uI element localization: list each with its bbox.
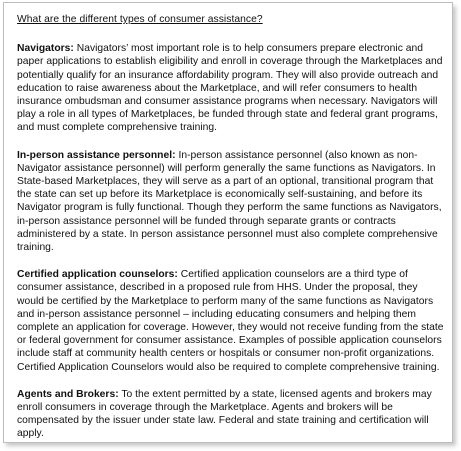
section-body: In-person assistance personnel (also known as non-Navigator assistance personnel) will perform generally the same functions as Navigators. In State-based Marketplaces, they will serve as a part of an optional, transitional program that the state can set up before its Marketplace is economically self-sustaining, and before its Navigator program is fully functional. Though they perform the same functions as Navigators, in-person assistance personnel will be funded through separate grants or contracts administered by a state. In person assistance personnel must also complete comprehensive training. — [17, 149, 442, 254]
document-heading: What are the different types of consumer assistance? — [17, 14, 263, 25]
section-certified-application-counselors — [17, 268, 444, 374]
section-navigators — [17, 42, 444, 134]
section-term: Navigators: — [17, 43, 74, 55]
section-in-person-assistance — [17, 149, 444, 255]
section-term: In-person assistance personnel: — [17, 149, 176, 161]
section-body: Navigators’ most important role is to help consumers prepare electronic and paper applications to establish eligibility and enroll in coverage through the Marketplaces and potentially qualify for an insurance affordability program. They will also provide outreach and education to raise awareness about the Marketplace, and will refer consumers to health insurance ombudsman and consumer assistance programs when necessary. Navigators will play a role in all types of Marketplaces, be funded through state and federal grant programs, and must complete comprehensive training. — [17, 43, 443, 134]
section-term: Certified application counselors: — [17, 269, 178, 281]
section-body: Certified application counselors are a third type of consumer assistance, described in a proposed rule from HHS. Under the proposal, they would be certified by the Marketplace to perform many of the same functions as Navigators and in-person assistance personnel – including educating consumers and helping them complete an application for coverage. However, they would not receive funding from the state or federal government for consumer assistance. Examples of possible application counselors include staff at community health centers or hospitals or consumer non-profit organizations. Certified Application Counselors would also be required to complete comprehensive training. — [17, 269, 444, 373]
document-page — [3, 2, 453, 443]
section-term: Agents and Brokers: — [17, 388, 119, 400]
section-body: To the extent permitted by a state, licensed agents and brokers may enroll consumers in coverage through the Marketplace. Agents and brokers will be compensated by the issuer under state law. Federal and state training and certification will apply. — [17, 388, 432, 440]
section-agents-and-brokers — [17, 388, 444, 441]
